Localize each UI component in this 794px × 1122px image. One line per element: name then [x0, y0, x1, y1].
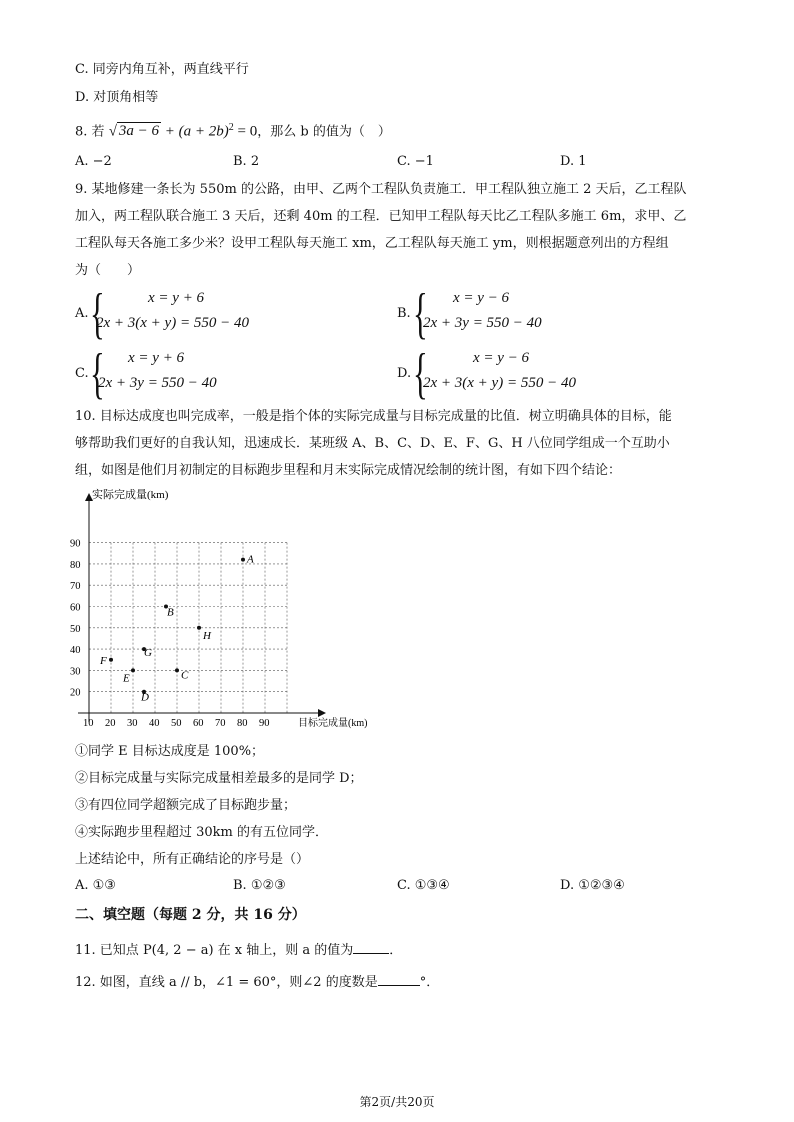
y-tick-label: 90 — [70, 538, 81, 550]
y-tick-label: 50 — [70, 623, 81, 635]
q10-option-c: C. ①③④ — [397, 878, 450, 893]
x-tick-label: 90 — [259, 718, 270, 729]
q9-c-eq1: x = y + 6 — [128, 350, 185, 366]
brace-icon: { — [413, 343, 428, 405]
point-label-e: E — [123, 672, 130, 685]
point-a — [241, 558, 245, 562]
q9-b-eq1: x = y − 6 — [453, 290, 510, 306]
y-tick-label: 70 — [70, 581, 81, 593]
q11-answer-blank[interactable] — [353, 941, 389, 954]
q9-option-a-label: A. — [75, 306, 89, 321]
q8-equals-zero: = 0 — [233, 123, 258, 140]
q12-end: °． — [419, 975, 440, 990]
q9-line-1: 9. 某地修建一条长为 550m 的公路，由甲、乙两个工程队负责施工．甲工程队独立施工 2 天后，乙工程队 — [75, 182, 687, 197]
q10-line-2: 够帮助我们更好的自我认知，迅速成长．某班级 A、B、C、D、E、F、G、H 八位同学组成一个互助小 — [75, 436, 670, 451]
q9-c-eq2: 2x + 3y = 550 − 40 — [98, 375, 217, 391]
scatter-chart-svg — [60, 482, 400, 742]
y-tick-label: 80 — [70, 559, 81, 571]
q9-d-eq2: 2x + 3(x + y) = 550 − 40 — [423, 375, 576, 391]
q9-a-eq1: x = y + 6 — [148, 290, 205, 306]
point-e — [131, 668, 135, 672]
q10-conclusion-4: ④实际跑步里程超过 30km 的有五位同学． — [75, 825, 329, 840]
q9-d-eq1: x = y − 6 — [473, 350, 530, 366]
q9-option-a-system — [90, 283, 290, 345]
q10-option-b: B. ①②③ — [233, 878, 286, 893]
q9-option-d-system — [413, 343, 613, 405]
point-label-g: G — [144, 647, 152, 660]
section-2-heading: 二、填空题（每题 2 分，共 16 分） — [75, 907, 306, 923]
q10-option-a: A. ①③ — [75, 878, 116, 893]
point-f — [109, 658, 113, 662]
point-label-d: D — [141, 691, 149, 704]
page-footer: 第2页/共20页 — [359, 1095, 435, 1109]
q12 — [75, 973, 439, 992]
q10-option-d: D. ①②③④ — [560, 878, 625, 893]
q8-exponent: 2 — [228, 122, 234, 133]
q9-option-c-label: C. — [75, 366, 89, 381]
y-tick-label: 20 — [70, 687, 81, 699]
q10-conclusion-2: ②目标完成量与实际完成量相差最多的是同学 D； — [75, 771, 363, 786]
q11 — [75, 941, 402, 960]
x-tick-label: 30 — [127, 718, 138, 729]
y-tick-label: 40 — [70, 645, 81, 657]
x-tick-label: 70 — [215, 718, 226, 729]
q12-answer-blank[interactable] — [378, 973, 420, 986]
q9-option-b-label: B. — [397, 306, 411, 321]
q10-conclusion-3: ③有四位同学超额完成了目标跑步量； — [75, 798, 297, 813]
scatter-chart — [60, 482, 400, 742]
q8-number: 8. 若 — [75, 124, 105, 140]
x-tick-label: 60 — [193, 718, 204, 729]
q11-text: 11. 已知点 P(4, 2 − a) 在 x 轴上，则 a 的值为 — [75, 943, 354, 958]
q9-a-eq2: 2x + 3(x + y) = 550 − 40 — [96, 315, 249, 331]
q9-b-eq2: 2x + 3y = 550 − 40 — [423, 315, 542, 331]
point-label-h: H — [203, 629, 211, 642]
q9-option-b-system — [413, 283, 573, 345]
q8-option-a: A. −2 — [75, 154, 112, 169]
q9-option-d-label: D. — [397, 366, 412, 381]
q7-option-c: C. 同旁内角互补，两直线平行 — [75, 62, 249, 77]
x-tick-label: 80 — [237, 718, 248, 729]
x-tick-label: 40 — [149, 718, 160, 729]
y-axis-label: 实际完成量(km) — [92, 489, 169, 501]
brace-icon: { — [90, 343, 105, 405]
q10-line-1: 10. 目标达成度也叫完成率，一般是指个体的实际完成量与目标完成量的比值．树立明确具体的目标，能 — [75, 409, 672, 424]
q8-option-c: C. −1 — [397, 154, 434, 169]
q8-stem — [75, 119, 391, 141]
y-tick-label: 60 — [70, 602, 81, 614]
q8-option-d: D. 1 — [560, 154, 587, 169]
q11-end: ． — [389, 943, 403, 958]
point-h — [197, 626, 201, 630]
brace-icon: { — [413, 283, 428, 345]
point-label-a: A — [247, 553, 254, 566]
q8-square-part: + (a + 2b) — [161, 123, 229, 140]
q10-line-3: 组，如图是他们月初制定的目标跑步里程和月末实际完成情况绘制的统计图，有如下四个结论： — [75, 463, 622, 478]
q10-conclusion-1: ①同学 E 目标达成度是 100%； — [75, 744, 265, 759]
x-tick-label: 50 — [171, 718, 182, 729]
x-tick-label: 20 — [105, 718, 116, 729]
point-label-f: F — [100, 654, 107, 667]
q8-sqrt-inner: 3a − 6 — [118, 123, 160, 140]
y-tick-label: 30 — [70, 666, 81, 678]
q9-line-4: 为（ ） — [75, 263, 141, 278]
q12-text: 12. 如图，直线 a // b，∠1 = 60°，则∠2 的度数是 — [75, 975, 378, 990]
q8-option-b: B. 2 — [233, 154, 260, 169]
q9-line-2: 加入，两工程队联合施工 3 天后，还剩 40m 的工程．已知甲工程队每天比乙工程队多施工 6m，求甲、乙 — [75, 209, 687, 224]
point-label-b: B — [167, 606, 174, 619]
q10-question: 上述结论中，所有正确结论的序号是（） — [75, 852, 310, 867]
chart-grid — [89, 543, 287, 713]
point-label-c: C — [181, 669, 189, 682]
point-c — [175, 668, 179, 672]
x-tick-label: 10 — [83, 718, 94, 729]
q9-option-c-system — [90, 343, 250, 405]
brace-icon: { — [90, 283, 105, 345]
q8-suffix: ，那么 b 的值为（ ） — [257, 124, 391, 140]
x-axis-label: 目标完成量(km) — [298, 718, 368, 729]
q8-sqrt: √ 3a − 6 — [108, 123, 160, 140]
q9-line-3: 工程队每天各施工多少米？设甲工程队每天施工 xm，乙工程队每天施工 ym，则根据题意列出的方程组 — [75, 236, 669, 251]
q7-option-d: D. 对顶角相等 — [75, 90, 159, 105]
